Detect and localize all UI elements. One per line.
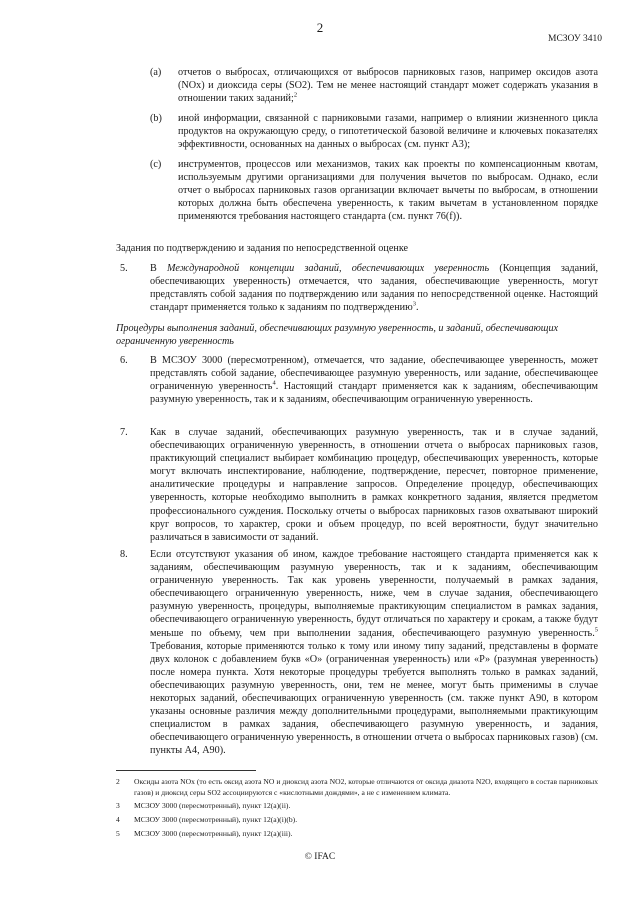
- footnote-ref-4: 4: [272, 379, 276, 387]
- footnote-4-text: МСЗОУ 3000 (пересмотренный), пункт 12(а)(i)(b).: [134, 815, 298, 824]
- footnote-3-number: 3: [116, 801, 120, 810]
- footnote-5-text: МСЗОУ 3000 (пересмотренный), пункт 12(а)(iii).: [134, 829, 293, 838]
- item-c-label: (c): [150, 159, 162, 170]
- footnote-ref-3: 3: [412, 300, 416, 308]
- para-6-text: В МСЗОУ 3000 (пересмотренном), отмечается, что задание, обеспечивающее уверенность, может представлять собой задание, обеспечивающее разумную уверенность, или задание, обеспечивающее ограниченную уверенность$^4$. Настоящий стандарт применяется как к заданиям, обеспечивающим разумную уверенность, так и к заданиям, обеспечивающим ограниченную уверенность.: [150, 355, 598, 406]
- footnote-2-number: 2: [116, 777, 120, 786]
- para-7-number: 7.: [120, 427, 128, 438]
- item-a-label: (a): [150, 67, 162, 78]
- section-heading-confirmation: Задания по подтверждению и задания по непосредственной оценке: [116, 243, 409, 254]
- para-5-number: 5.: [120, 263, 128, 274]
- para-7-text: Как в случае заданий, обеспечивающих разумную уверенность, так и в случае заданий, обеспечивающих ограниченную уверенность, в отношении отчета о выбросах парниковых газов, практикующий специалист выбирает комбинацию процедур, обеспечивающих уверенность, которые могут включать инспектирование, наблюдение, подтверждение, пересчет, повторное применение, аналитические процедуры и направление запросов. Определение процедур, обеспечивающих уверенность, которые необходимо выполнить в рамках конкретного задания, является предметом профессионального суждения. Поскольку отчеты о выбросах парниковых газов охватывают широкий круг вопросов, то характер, сроки и объем процедур, по всей вероятности, будут значительно различаться в зависимости от заданий.: [150, 427, 598, 543]
- item-a-text: отчетов о выбросах, отличающихся от выбросов парниковых газов, например оксидов азота (NOx) и диоксида серы (SO2). Тем не менее настоящий стандарт может содержать указания в отношении таких заданий;$^2$: [178, 67, 598, 105]
- footnote-ref-2: 2: [293, 91, 298, 99]
- para-6-number: 6.: [120, 355, 128, 366]
- para-8-number: 8.: [120, 549, 128, 560]
- footnote-ref-5: 5: [594, 626, 598, 634]
- para-5-text: В Международной концепции заданий, обеспечивающих уверенность (Концепция заданий, обеспечивающих уверенность) отмечается, что задания, обеспечивающие уверенность, могут представлять собой задания по подтверждению или задания по непосредственной оценке. Настоящий стандарт применяется только к заданиям по подтверждению$^3$.: [150, 263, 598, 314]
- page-number: 2: [316, 20, 324, 35]
- item-b-text: иной информации, связанной с парниковыми газами, например о влиянии жизненного цикла продуктов на окружающую среду, о гипотетической базовой величине и ключевых показателях эффективности, основанных на данных о выбросах (см. пункт А3);: [178, 113, 598, 151]
- footnote-4-number: 4: [116, 815, 120, 824]
- footnote-2-text: Оксиды азота NOx (то есть оксид азота NO и диоксид азота NO2, которые отличаются от оксида диазота N2O, входящего в состав парниковых газов) и диоксид серы SO2 ассоциируются с «кислотными дождями», а не с изменением климата.: [134, 777, 598, 797]
- standard-code: МСЗОУ 3410: [548, 34, 602, 44]
- footnote-3-text: МСЗОУ 3000 (пересмотренный), пункт 12(а)(ii).: [134, 801, 291, 810]
- section-heading-procedures: Процедуры выполнения заданий, обеспечивающих разумную уверенность, и заданий, обеспечивающих ограниченную уверенность: [116, 323, 559, 348]
- item-c-text: инструментов, процессов или механизмов, таких как проекты по компенсационным квотам, используемым другими организациями для получения вычетов по выбросам. Однако, если отчет о выбросах парниковых газов организации включает вычеты по выбросам, в отношении которых должна быть обеспечена уверенность, к таким вычетам в установленном порядке применяются требования настоящего стандарта (см. пункт 76(f)).: [178, 159, 598, 223]
- footnote-separator: [116, 770, 256, 771]
- footer-copyright: © IFAC: [304, 852, 336, 862]
- para-8-text: Если отсутствуют указания об ином, каждое требование настоящего стандарта применяется как к заданиям, обеспечивающим разумную уверенность, так и к заданиям, обеспечивающим ограниченную уверенность. Так как уровень уверенности, получаемый в рамках задания, обеспечивающего ограниченную уверенность, ниже, чем в случае задания, обеспечивающего разумную уверенность, процедуры, выполняемые практикующим специалистом в рамках задания, обеспечивающего ограниченную уверенность, будут отличаться по характеру и срокам, а также будут меньше по объему, чем при выполнении задания, обеспечивающего разумную уверенность.$^5$ Требования, которые применяются только к тому или иному типу заданий, представлены в формате двух колонок с добавлением букв «О» (ограниченная уверенность) или «Р» (разумная уверенность) после номера пункта. Хотя некоторые процедуры требуется выполнять только в рамках заданий, обеспечивающих разумную уверенность, они, тем не менее, могут быть применимы в случае некоторых заданий, обеспечивающих ограниченную уверенность (см. также пункт А90, в котором указаны основные различия между дополнительными процедурами, выполняемыми практикующим специалистом в рамках задания, обеспечивающего разумную уверенность, и задания, обеспечивающего ограниченную уверенность, в отношении отчета о выбросах парниковых газов) (см. пункты А4, А90).: [150, 549, 598, 757]
- item-b-label: (b): [150, 113, 162, 124]
- footnote-5-number: 5: [116, 829, 120, 838]
